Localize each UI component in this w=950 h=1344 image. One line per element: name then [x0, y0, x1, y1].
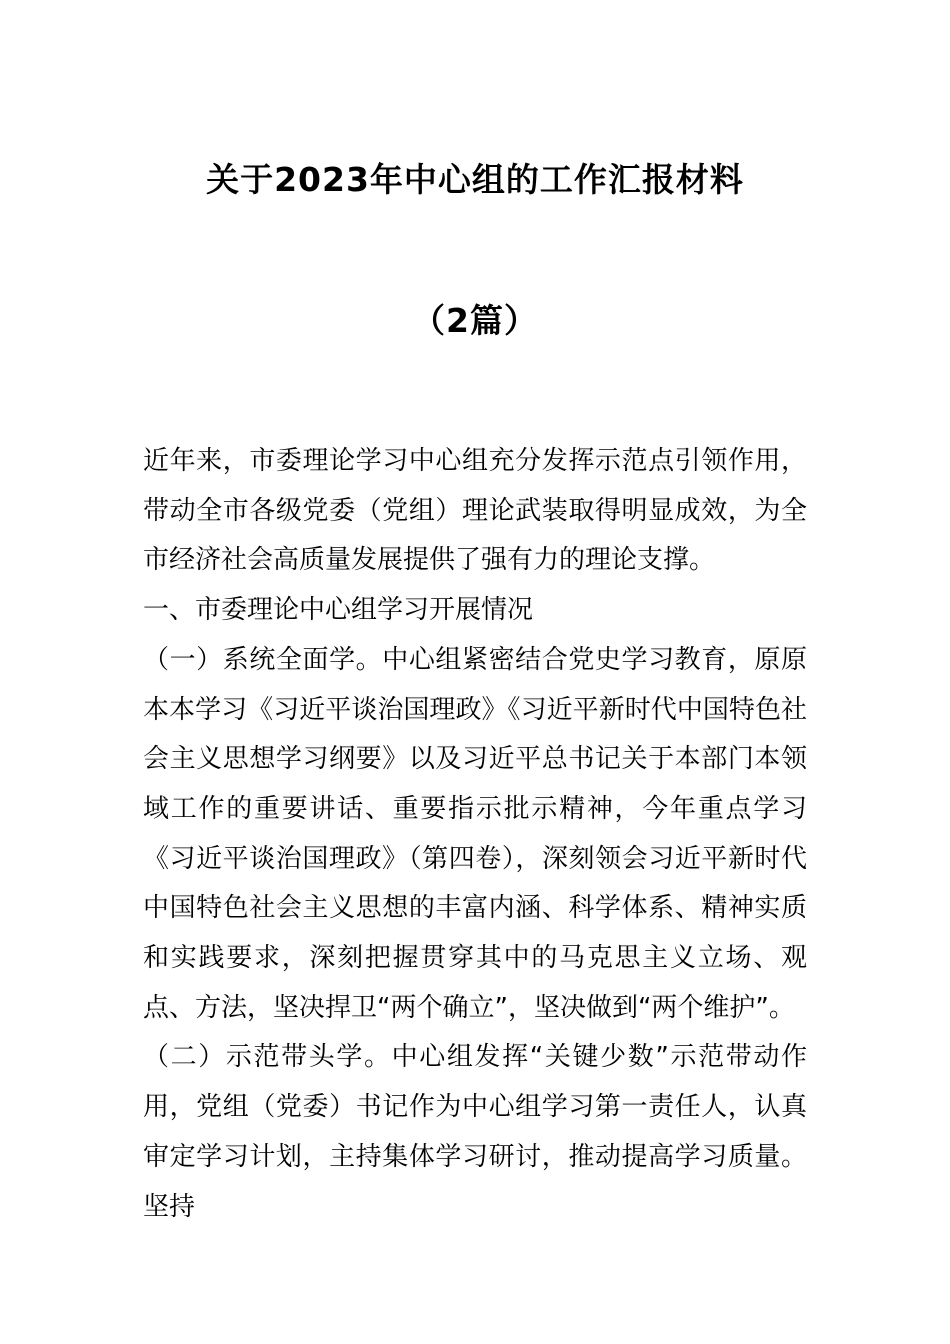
- document-subtitle: （2篇）: [412, 301, 538, 340]
- subsection-paragraph-2: （二）示范带头学。中心组发挥“关键少数”示范带动作用，党组（党委）书记作为中心组学习第一责任人，认真审定学习计划，主持集体学习研讨，推动提高学习质量。坚持: [143, 1042, 807, 1222]
- subsection-paragraph-1: （一）系统全面学。中心组紧密结合党史学习教育，原原本本学习《习近平谈治国理政》《习近平新时代中国特色社会主义思想学习纲要》以及习近平总书记关于本部门本领域工作的重要讲话、重要指示批示精神，今年重点学习《习近平谈治国理政》（第四卷），深刻领会习近平新时代中国特色社会主义思想的丰富内涵、科学体系、精神实质和实践要求，深刻把握贯穿其中的马克思主义立场、观点、方法，坚决捍卫“两个确立”，坚决做到“两个维护”。: [143, 644, 807, 1023]
- section-heading: 一、市委理论中心组学习开展情况: [143, 595, 534, 626]
- intro-paragraph: 近年来，市委理论学习中心组充分发挥示范点引领作用，带动全市各级党委（党组）理论武装取得明显成效，为全市经济社会高质量发展提供了强有力的理论支撑。: [143, 446, 807, 576]
- document-body: [143, 437, 807, 1232]
- document-title: 关于2023年中心组的工作汇报材料: [206, 160, 744, 199]
